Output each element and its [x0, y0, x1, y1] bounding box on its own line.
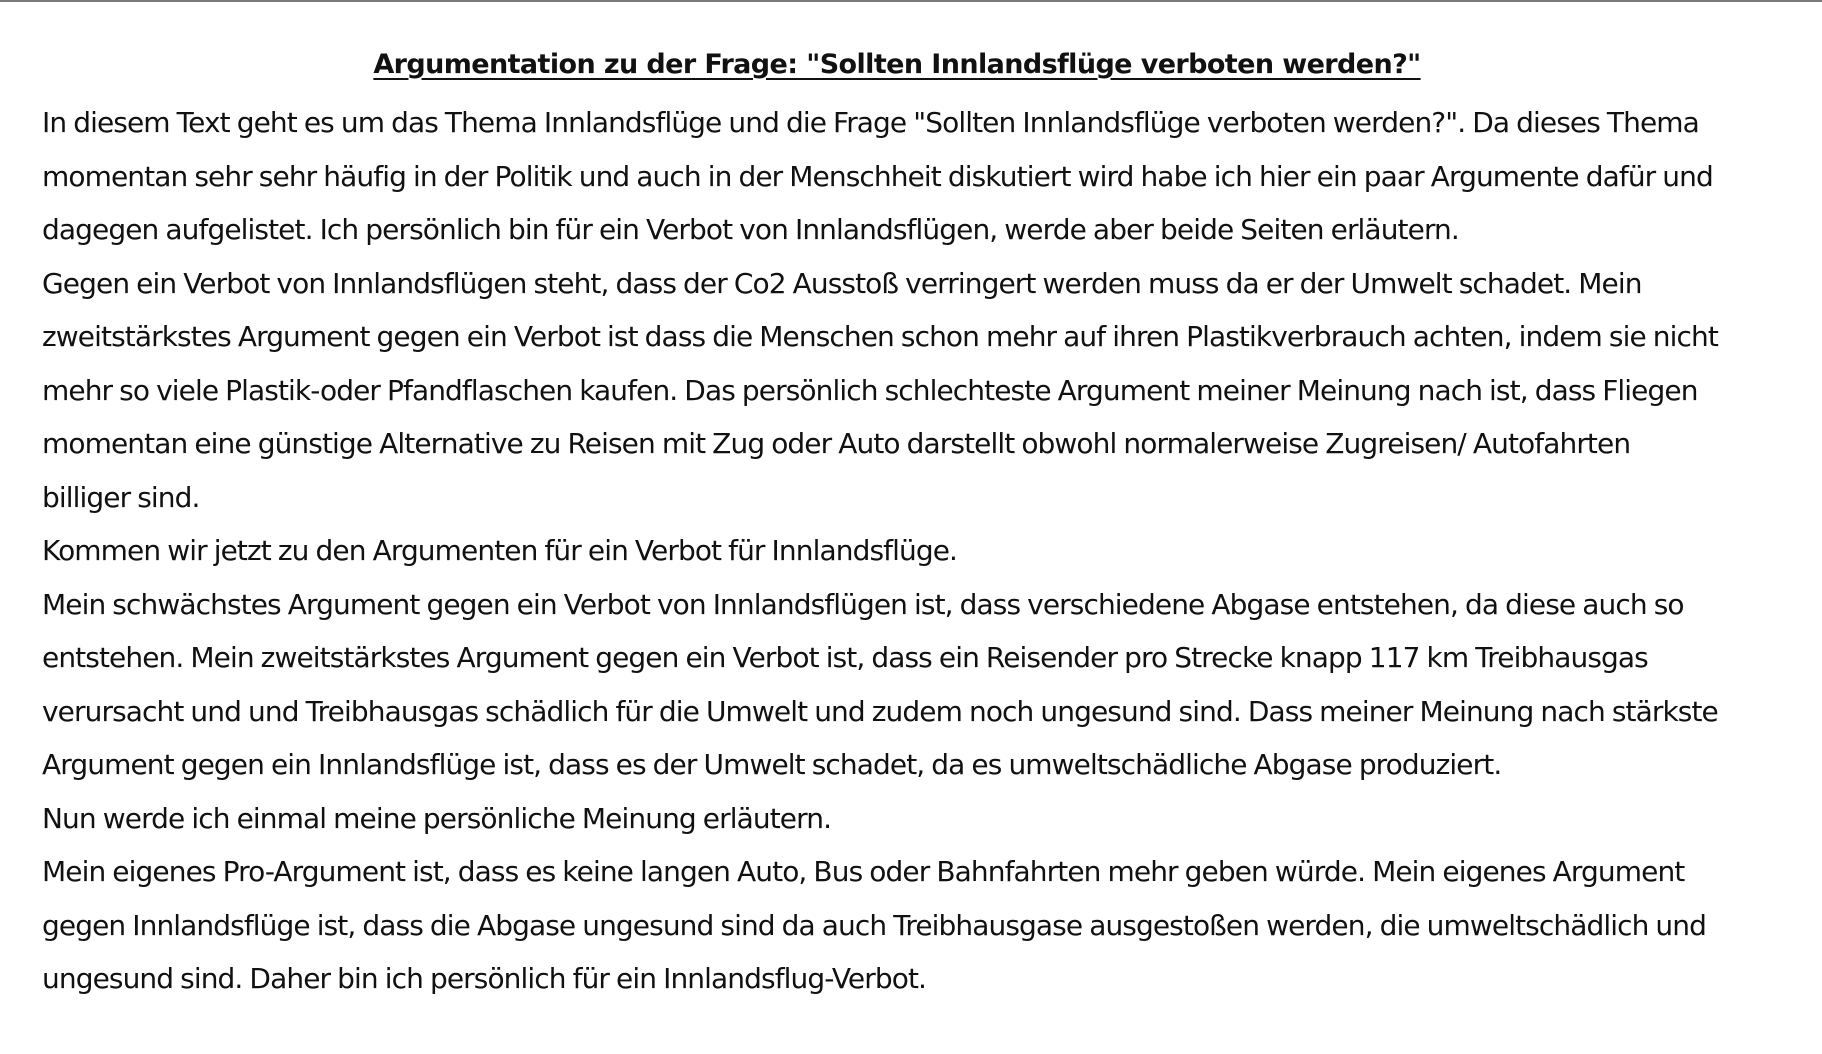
text-line: zweitstärkstes Argument gegen ein Verbot ist dass die Menschen schon mehr auf ihren Plastikverbrauch achten, indem sie nicht — [42, 320, 1718, 353]
paragraph-conclusion — [42, 845, 1792, 1006]
text-line: billiger sind. — [42, 480, 200, 514]
text-line: Kommen wir jetzt zu den Argumenten für ein Verbot für Innlandsflüge. — [42, 534, 958, 567]
top-border-line — [0, 0, 1822, 2]
text-line: momentan sehr sehr häufig in der Politik und auch in der Menschheit diskutiert wird habe ich hier ein paar Argumente dafür und — [42, 159, 1713, 193]
document-body — [42, 96, 1792, 1006]
paragraph-transition — [42, 524, 1792, 578]
text-line: Mein schwächstes Argument gegen ein Verbot von Innlandsflügen ist, dass verschiedene Abgase entstehen, da diese auch so — [42, 587, 1684, 621]
text-line: entstehen. Mein zweitstärkstes Argument gegen ein Verbot ist, dass ein Reisender pro Strecke knapp 117 km Treibhausgas — [42, 641, 1648, 674]
text-line: In diesem Text geht es um das Thema Innlandsflüge und die Frage "Sollten Innlandsflüge verboten werden?". Da dieses Thema — [42, 106, 1699, 139]
text-line: momentan eine günstige Alternative zu Reisen mit Zug oder Auto darstellt obwohl normalerweise Zugreisen/ Autofahrten — [42, 427, 1631, 460]
text-line: Nun werde ich einmal meine persönliche Meinung erläutern. — [42, 801, 832, 835]
text-line: ungesund sind. Daher bin ich persönlich für ein Innlandsflug-Verbot. — [42, 962, 927, 995]
text-line: mehr so viele Plastik-oder Pfandflaschen kaufen. Das persönlich schlechteste Argument meiner Meinung nach ist, dass Fliegen — [42, 373, 1698, 407]
document-title: Argumentation zu der Frage: "Sollten Innlandsflüge verboten werden?" — [373, 49, 1421, 80]
text-line: dagegen aufgelistet. Ich persönlich bin für ein Verbot von Innlandsflügen, werde aber beide Seiten erläutern. — [42, 213, 1459, 246]
text-line: verursacht und und Treibhausgas schädlich für die Umwelt und zudem noch ungesund sind. Dass meiner Meinung nach stärkste — [42, 694, 1718, 728]
paragraph-intro — [42, 96, 1792, 257]
text-line: Gegen ein Verbot von Innlandsflügen steht, dass der Co2 Ausstoß verringert werden muss da er der Umwelt schadet. Mein — [42, 266, 1642, 300]
paragraph-opinion-intro — [42, 792, 1792, 846]
paragraph-contra — [42, 257, 1792, 525]
text-line: gegen Innlandsflüge ist, dass die Abgase ungesund sind da auch Treibhausgase ausgestoßen werden, die umweltschädlich und — [42, 908, 1706, 942]
text-line: Mein eigenes Pro-Argument ist, dass es keine langen Auto, Bus oder Bahnfahrten mehr geben würde. Mein eigenes Argument — [42, 855, 1685, 888]
document-page — [42, 40, 1792, 1006]
paragraph-pro — [42, 578, 1792, 792]
text-line: Argument gegen ein Innlandsflüge ist, dass es der Umwelt schadet, da es umweltschädliche Abgase produziert. — [42, 748, 1502, 781]
